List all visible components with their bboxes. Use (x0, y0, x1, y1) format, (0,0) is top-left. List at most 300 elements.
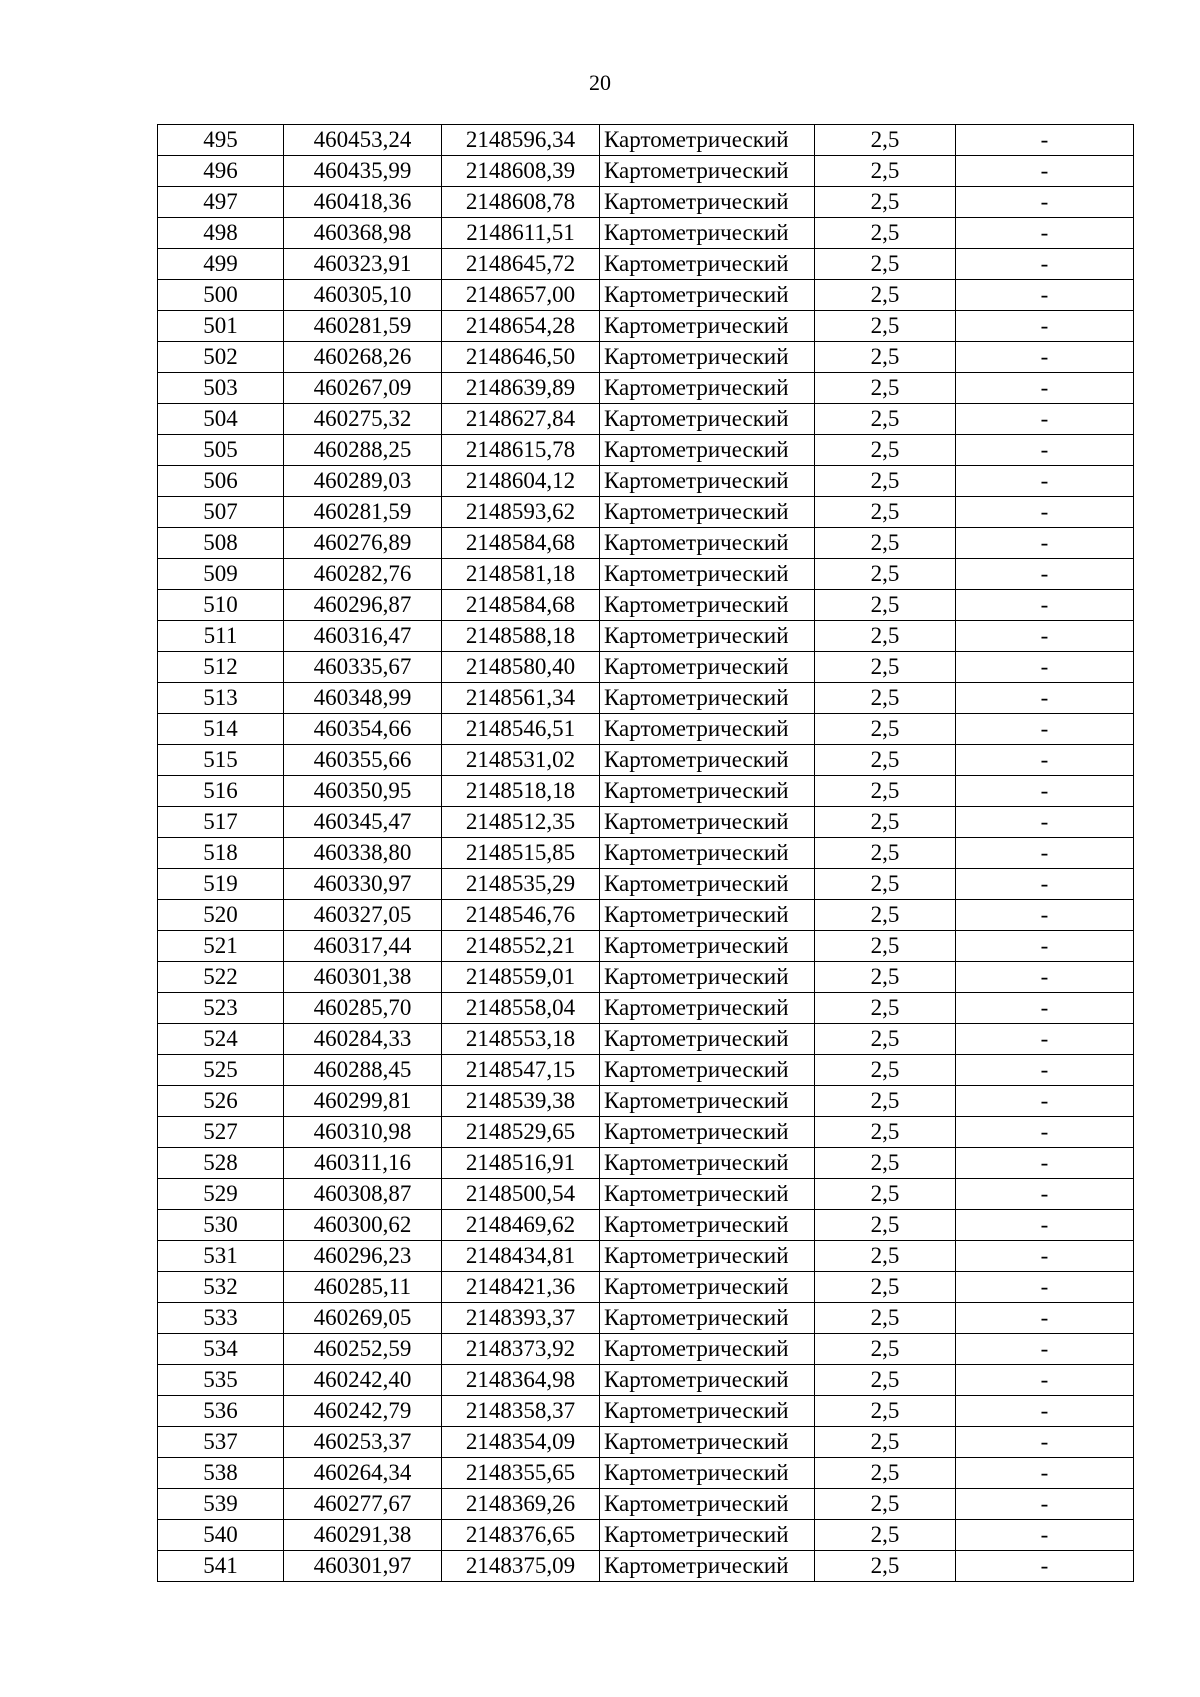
table-row (158, 1210, 1134, 1241)
point-number-cell: 520 (158, 900, 284, 931)
method-cell: Картометрический (600, 342, 815, 373)
accuracy-cell: 2,5 (815, 1210, 956, 1241)
description-cell: - (956, 280, 1134, 311)
method-cell: Картометрический (600, 280, 815, 311)
accuracy-cell: 2,5 (815, 187, 956, 218)
table-row (158, 1055, 1134, 1086)
x-coordinate-cell: 460300,62 (284, 1210, 442, 1241)
table-row (158, 1396, 1134, 1427)
point-number-cell: 523 (158, 993, 284, 1024)
table-row (158, 931, 1134, 962)
method-cell: Картометрический (600, 745, 815, 776)
x-coordinate-cell: 460269,05 (284, 1303, 442, 1334)
method-cell: Картометрический (600, 435, 815, 466)
coordinates-table-body (158, 125, 1134, 1582)
y-coordinate-cell: 2148535,29 (442, 869, 600, 900)
x-coordinate-cell: 460242,40 (284, 1365, 442, 1396)
table-row (158, 1427, 1134, 1458)
point-number-cell: 529 (158, 1179, 284, 1210)
x-coordinate-cell: 460264,34 (284, 1458, 442, 1489)
table-row (158, 497, 1134, 528)
x-coordinate-cell: 460368,98 (284, 218, 442, 249)
table-row (158, 342, 1134, 373)
method-cell: Картометрический (600, 218, 815, 249)
x-coordinate-cell: 460289,03 (284, 466, 442, 497)
y-coordinate-cell: 2148364,98 (442, 1365, 600, 1396)
method-cell: Картометрический (600, 621, 815, 652)
table-row (158, 714, 1134, 745)
accuracy-cell: 2,5 (815, 869, 956, 900)
point-number-cell: 528 (158, 1148, 284, 1179)
x-coordinate-cell: 460281,59 (284, 311, 442, 342)
table-row (158, 869, 1134, 900)
y-coordinate-cell: 2148657,00 (442, 280, 600, 311)
accuracy-cell: 2,5 (815, 218, 956, 249)
x-coordinate-cell: 460242,79 (284, 1396, 442, 1427)
method-cell: Картометрический (600, 1055, 815, 1086)
method-cell: Картометрический (600, 311, 815, 342)
x-coordinate-cell: 460285,70 (284, 993, 442, 1024)
method-cell: Картометрический (600, 249, 815, 280)
accuracy-cell: 2,5 (815, 125, 956, 156)
y-coordinate-cell: 2148559,01 (442, 962, 600, 993)
description-cell: - (956, 931, 1134, 962)
x-coordinate-cell: 460345,47 (284, 807, 442, 838)
point-number-cell: 536 (158, 1396, 284, 1427)
accuracy-cell: 2,5 (815, 1241, 956, 1272)
accuracy-cell: 2,5 (815, 714, 956, 745)
table-row (158, 1303, 1134, 1334)
x-coordinate-cell: 460355,66 (284, 745, 442, 776)
y-coordinate-cell: 2148546,76 (442, 900, 600, 931)
y-coordinate-cell: 2148608,39 (442, 156, 600, 187)
accuracy-cell: 2,5 (815, 404, 956, 435)
y-coordinate-cell: 2148561,34 (442, 683, 600, 714)
accuracy-cell: 2,5 (815, 311, 956, 342)
description-cell: - (956, 745, 1134, 776)
method-cell: Картометрический (600, 1334, 815, 1365)
accuracy-cell: 2,5 (815, 1334, 956, 1365)
method-cell: Картометрический (600, 1179, 815, 1210)
x-coordinate-cell: 460296,23 (284, 1241, 442, 1272)
y-coordinate-cell: 2148469,62 (442, 1210, 600, 1241)
description-cell: - (956, 342, 1134, 373)
table-row (158, 1086, 1134, 1117)
point-number-cell: 534 (158, 1334, 284, 1365)
point-number-cell: 506 (158, 466, 284, 497)
description-cell: - (956, 590, 1134, 621)
method-cell: Картометрический (600, 807, 815, 838)
table-row (158, 280, 1134, 311)
y-coordinate-cell: 2148375,09 (442, 1551, 600, 1582)
point-number-cell: 538 (158, 1458, 284, 1489)
table-row (158, 838, 1134, 869)
table-row (158, 900, 1134, 931)
accuracy-cell: 2,5 (815, 621, 956, 652)
method-cell: Картометрический (600, 1551, 815, 1582)
table-row (158, 1179, 1134, 1210)
point-number-cell: 512 (158, 652, 284, 683)
x-coordinate-cell: 460296,87 (284, 590, 442, 621)
accuracy-cell: 2,5 (815, 528, 956, 559)
y-coordinate-cell: 2148581,18 (442, 559, 600, 590)
method-cell: Картометрический (600, 1210, 815, 1241)
table-row (158, 807, 1134, 838)
x-coordinate-cell: 460435,99 (284, 156, 442, 187)
description-cell: - (956, 621, 1134, 652)
table-row (158, 993, 1134, 1024)
accuracy-cell: 2,5 (815, 1427, 956, 1458)
description-cell: - (956, 776, 1134, 807)
accuracy-cell: 2,5 (815, 745, 956, 776)
accuracy-cell: 2,5 (815, 900, 956, 931)
x-coordinate-cell: 460330,97 (284, 869, 442, 900)
point-number-cell: 498 (158, 218, 284, 249)
method-cell: Картометрический (600, 1241, 815, 1272)
table-row (158, 559, 1134, 590)
description-cell: - (956, 466, 1134, 497)
description-cell: - (956, 435, 1134, 466)
x-coordinate-cell: 460305,10 (284, 280, 442, 311)
method-cell: Картометрический (600, 993, 815, 1024)
table-row (158, 1489, 1134, 1520)
x-coordinate-cell: 460252,59 (284, 1334, 442, 1365)
accuracy-cell: 2,5 (815, 1303, 956, 1334)
x-coordinate-cell: 460267,09 (284, 373, 442, 404)
x-coordinate-cell: 460308,87 (284, 1179, 442, 1210)
table-row (158, 776, 1134, 807)
accuracy-cell: 2,5 (815, 1055, 956, 1086)
description-cell: - (956, 1365, 1134, 1396)
description-cell: - (956, 1551, 1134, 1582)
method-cell: Картометрический (600, 373, 815, 404)
point-number-cell: 540 (158, 1520, 284, 1551)
description-cell: - (956, 497, 1134, 528)
x-coordinate-cell: 460253,37 (284, 1427, 442, 1458)
description-cell: - (956, 652, 1134, 683)
method-cell: Картометрический (600, 559, 815, 590)
y-coordinate-cell: 2148584,68 (442, 590, 600, 621)
y-coordinate-cell: 2148552,21 (442, 931, 600, 962)
y-coordinate-cell: 2148354,09 (442, 1427, 600, 1458)
description-cell: - (956, 1148, 1134, 1179)
description-cell: - (956, 1272, 1134, 1303)
table-row (158, 1458, 1134, 1489)
point-number-cell: 537 (158, 1427, 284, 1458)
y-coordinate-cell: 2148593,62 (442, 497, 600, 528)
method-cell: Картометрический (600, 869, 815, 900)
x-coordinate-cell: 460348,99 (284, 683, 442, 714)
table-row (158, 590, 1134, 621)
y-coordinate-cell: 2148645,72 (442, 249, 600, 280)
point-number-cell: 517 (158, 807, 284, 838)
accuracy-cell: 2,5 (815, 838, 956, 869)
y-coordinate-cell: 2148355,65 (442, 1458, 600, 1489)
accuracy-cell: 2,5 (815, 1179, 956, 1210)
method-cell: Картометрический (600, 590, 815, 621)
y-coordinate-cell: 2148434,81 (442, 1241, 600, 1272)
point-number-cell: 531 (158, 1241, 284, 1272)
accuracy-cell: 2,5 (815, 1489, 956, 1520)
table-row (158, 373, 1134, 404)
y-coordinate-cell: 2148539,38 (442, 1086, 600, 1117)
point-number-cell: 511 (158, 621, 284, 652)
accuracy-cell: 2,5 (815, 931, 956, 962)
description-cell: - (956, 1055, 1134, 1086)
x-coordinate-cell: 460311,16 (284, 1148, 442, 1179)
x-coordinate-cell: 460310,98 (284, 1117, 442, 1148)
accuracy-cell: 2,5 (815, 497, 956, 528)
y-coordinate-cell: 2148604,12 (442, 466, 600, 497)
point-number-cell: 526 (158, 1086, 284, 1117)
table-row (158, 311, 1134, 342)
table-row (158, 1365, 1134, 1396)
accuracy-cell: 2,5 (815, 1117, 956, 1148)
method-cell: Картометрический (600, 125, 815, 156)
method-cell: Картометрический (600, 683, 815, 714)
description-cell: - (956, 1303, 1134, 1334)
table-row (158, 187, 1134, 218)
method-cell: Картометрический (600, 931, 815, 962)
accuracy-cell: 2,5 (815, 342, 956, 373)
description-cell: - (956, 1396, 1134, 1427)
point-number-cell: 496 (158, 156, 284, 187)
point-number-cell: 509 (158, 559, 284, 590)
table-row (158, 125, 1134, 156)
accuracy-cell: 2,5 (815, 249, 956, 280)
y-coordinate-cell: 2148531,02 (442, 745, 600, 776)
y-coordinate-cell: 2148373,92 (442, 1334, 600, 1365)
table-row (158, 1334, 1134, 1365)
x-coordinate-cell: 460301,97 (284, 1551, 442, 1582)
point-number-cell: 497 (158, 187, 284, 218)
y-coordinate-cell: 2148580,40 (442, 652, 600, 683)
point-number-cell: 495 (158, 125, 284, 156)
y-coordinate-cell: 2148376,65 (442, 1520, 600, 1551)
accuracy-cell: 2,5 (815, 1365, 956, 1396)
accuracy-cell: 2,5 (815, 807, 956, 838)
method-cell: Картометрический (600, 714, 815, 745)
point-number-cell: 527 (158, 1117, 284, 1148)
table-row (158, 218, 1134, 249)
description-cell: - (956, 807, 1134, 838)
method-cell: Картометрический (600, 962, 815, 993)
table-row (158, 683, 1134, 714)
x-coordinate-cell: 460317,44 (284, 931, 442, 962)
description-cell: - (956, 1117, 1134, 1148)
method-cell: Картометрический (600, 1148, 815, 1179)
x-coordinate-cell: 460453,24 (284, 125, 442, 156)
description-cell: - (956, 559, 1134, 590)
description-cell: - (956, 869, 1134, 900)
description-cell: - (956, 1520, 1134, 1551)
x-coordinate-cell: 460350,95 (284, 776, 442, 807)
method-cell: Картометрический (600, 1427, 815, 1458)
description-cell: - (956, 249, 1134, 280)
x-coordinate-cell: 460354,66 (284, 714, 442, 745)
point-number-cell: 541 (158, 1551, 284, 1582)
description-cell: - (956, 528, 1134, 559)
x-coordinate-cell: 460338,80 (284, 838, 442, 869)
table-row (158, 1117, 1134, 1148)
method-cell: Картометрический (600, 652, 815, 683)
method-cell: Картометрический (600, 1396, 815, 1427)
method-cell: Картометрический (600, 838, 815, 869)
point-number-cell: 521 (158, 931, 284, 962)
description-cell: - (956, 311, 1134, 342)
y-coordinate-cell: 2148646,50 (442, 342, 600, 373)
point-number-cell: 503 (158, 373, 284, 404)
description-cell: - (956, 404, 1134, 435)
accuracy-cell: 2,5 (815, 466, 956, 497)
point-number-cell: 530 (158, 1210, 284, 1241)
table-row (158, 652, 1134, 683)
point-number-cell: 532 (158, 1272, 284, 1303)
accuracy-cell: 2,5 (815, 1551, 956, 1582)
description-cell: - (956, 187, 1134, 218)
description-cell: - (956, 1210, 1134, 1241)
coordinates-table (157, 124, 1134, 1582)
description-cell: - (956, 1489, 1134, 1520)
accuracy-cell: 2,5 (815, 373, 956, 404)
point-number-cell: 508 (158, 528, 284, 559)
point-number-cell: 501 (158, 311, 284, 342)
y-coordinate-cell: 2148515,85 (442, 838, 600, 869)
y-coordinate-cell: 2148553,18 (442, 1024, 600, 1055)
table-row (158, 1148, 1134, 1179)
y-coordinate-cell: 2148608,78 (442, 187, 600, 218)
table-row (158, 1024, 1134, 1055)
accuracy-cell: 2,5 (815, 1520, 956, 1551)
description-cell: - (956, 1086, 1134, 1117)
description-cell: - (956, 218, 1134, 249)
table-row (158, 466, 1134, 497)
description-cell: - (956, 714, 1134, 745)
y-coordinate-cell: 2148518,18 (442, 776, 600, 807)
x-coordinate-cell: 460335,67 (284, 652, 442, 683)
table-row (158, 1551, 1134, 1582)
description-cell: - (956, 156, 1134, 187)
method-cell: Картометрический (600, 1117, 815, 1148)
method-cell: Картометрический (600, 187, 815, 218)
point-number-cell: 518 (158, 838, 284, 869)
x-coordinate-cell: 460301,38 (284, 962, 442, 993)
method-cell: Картометрический (600, 776, 815, 807)
method-cell: Картометрический (600, 156, 815, 187)
point-number-cell: 525 (158, 1055, 284, 1086)
table-row (158, 1241, 1134, 1272)
accuracy-cell: 2,5 (815, 1086, 956, 1117)
method-cell: Картометрический (600, 900, 815, 931)
method-cell: Картометрический (600, 1458, 815, 1489)
point-number-cell: 514 (158, 714, 284, 745)
x-coordinate-cell: 460316,47 (284, 621, 442, 652)
point-number-cell: 500 (158, 280, 284, 311)
method-cell: Картометрический (600, 528, 815, 559)
y-coordinate-cell: 2148516,91 (442, 1148, 600, 1179)
accuracy-cell: 2,5 (815, 1024, 956, 1055)
point-number-cell: 539 (158, 1489, 284, 1520)
point-number-cell: 507 (158, 497, 284, 528)
accuracy-cell: 2,5 (815, 776, 956, 807)
y-coordinate-cell: 2148596,34 (442, 125, 600, 156)
point-number-cell: 504 (158, 404, 284, 435)
y-coordinate-cell: 2148421,36 (442, 1272, 600, 1303)
x-coordinate-cell: 460418,36 (284, 187, 442, 218)
point-number-cell: 515 (158, 745, 284, 776)
accuracy-cell: 2,5 (815, 1272, 956, 1303)
description-cell: - (956, 838, 1134, 869)
method-cell: Картометрический (600, 466, 815, 497)
y-coordinate-cell: 2148627,84 (442, 404, 600, 435)
y-coordinate-cell: 2148369,26 (442, 1489, 600, 1520)
point-number-cell: 533 (158, 1303, 284, 1334)
description-cell: - (956, 962, 1134, 993)
x-coordinate-cell: 460284,33 (284, 1024, 442, 1055)
y-coordinate-cell: 2148615,78 (442, 435, 600, 466)
accuracy-cell: 2,5 (815, 1148, 956, 1179)
x-coordinate-cell: 460299,81 (284, 1086, 442, 1117)
accuracy-cell: 2,5 (815, 280, 956, 311)
description-cell: - (956, 1024, 1134, 1055)
y-coordinate-cell: 2148358,37 (442, 1396, 600, 1427)
table-row (158, 962, 1134, 993)
accuracy-cell: 2,5 (815, 559, 956, 590)
x-coordinate-cell: 460268,26 (284, 342, 442, 373)
method-cell: Картометрический (600, 1303, 815, 1334)
description-cell: - (956, 993, 1134, 1024)
description-cell: - (956, 373, 1134, 404)
point-number-cell: 516 (158, 776, 284, 807)
description-cell: - (956, 1179, 1134, 1210)
method-cell: Картометрический (600, 1365, 815, 1396)
point-number-cell: 510 (158, 590, 284, 621)
x-coordinate-cell: 460291,38 (284, 1520, 442, 1551)
table-row (158, 404, 1134, 435)
x-coordinate-cell: 460288,25 (284, 435, 442, 466)
x-coordinate-cell: 460288,45 (284, 1055, 442, 1086)
accuracy-cell: 2,5 (815, 1458, 956, 1489)
method-cell: Картометрический (600, 497, 815, 528)
method-cell: Картометрический (600, 1520, 815, 1551)
y-coordinate-cell: 2148588,18 (442, 621, 600, 652)
x-coordinate-cell: 460275,32 (284, 404, 442, 435)
accuracy-cell: 2,5 (815, 590, 956, 621)
accuracy-cell: 2,5 (815, 993, 956, 1024)
y-coordinate-cell: 2148500,54 (442, 1179, 600, 1210)
x-coordinate-cell: 460277,67 (284, 1489, 442, 1520)
point-number-cell: 505 (158, 435, 284, 466)
accuracy-cell: 2,5 (815, 435, 956, 466)
description-cell: - (956, 900, 1134, 931)
x-coordinate-cell: 460285,11 (284, 1272, 442, 1303)
table-row (158, 249, 1134, 280)
description-cell: - (956, 1458, 1134, 1489)
point-number-cell: 522 (158, 962, 284, 993)
method-cell: Картометрический (600, 1489, 815, 1520)
y-coordinate-cell: 2148584,68 (442, 528, 600, 559)
description-cell: - (956, 1334, 1134, 1365)
y-coordinate-cell: 2148512,35 (442, 807, 600, 838)
method-cell: Картометрический (600, 1272, 815, 1303)
table-row (158, 1520, 1134, 1551)
point-number-cell: 519 (158, 869, 284, 900)
y-coordinate-cell: 2148639,89 (442, 373, 600, 404)
description-cell: - (956, 1427, 1134, 1458)
accuracy-cell: 2,5 (815, 962, 956, 993)
x-coordinate-cell: 460281,59 (284, 497, 442, 528)
description-cell: - (956, 1241, 1134, 1272)
